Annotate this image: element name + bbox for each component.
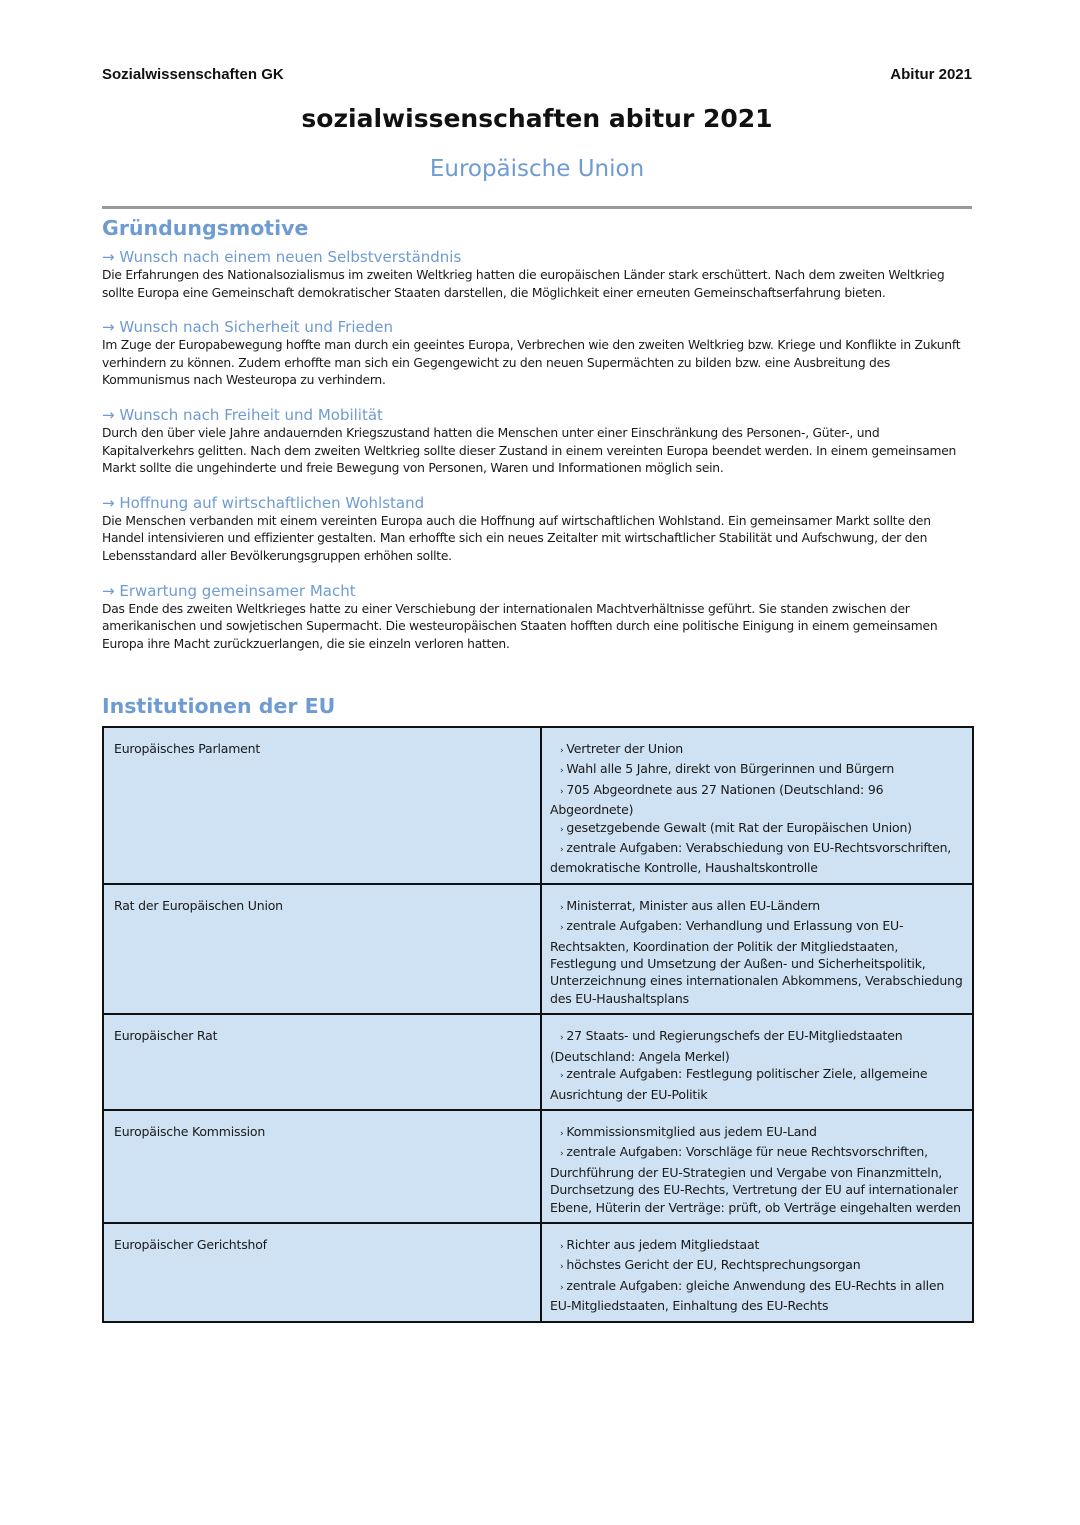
small-chevron-right-icon: › xyxy=(560,1241,564,1252)
header-course: Sozialwissenschaften GK xyxy=(102,66,284,83)
page-subtitle: Europäische Union xyxy=(429,156,645,182)
bullet-text: gesetzgebende Gewalt (mit Rat der Europäischen Union) xyxy=(566,819,912,835)
small-chevron-right-icon: › xyxy=(560,1128,564,1139)
bullet-text: Vertreter der Union xyxy=(566,741,684,756)
header-exam: Abitur 2021 xyxy=(890,66,972,83)
bullet-text: zentrale Aufgaben: Festlegung politischer Ziele, allgemeine Ausrichtung der EU-Politik xyxy=(550,1066,928,1102)
small-chevron-right-icon: › xyxy=(560,902,564,913)
motive-item xyxy=(102,406,972,478)
institution-description xyxy=(541,1110,973,1223)
small-chevron-right-icon: › xyxy=(560,1071,564,1082)
institution-description xyxy=(541,884,973,1014)
bullet-text: 705 Abgeordnete aus 27 Nationen (Deutschland: 96 Abgeordnete) xyxy=(550,781,884,818)
list-item xyxy=(550,819,964,839)
small-chevron-right-icon: › xyxy=(560,1282,564,1293)
table-row xyxy=(103,1223,973,1322)
table-row xyxy=(103,1110,973,1223)
bullet-text: zentrale Aufgaben: Verabschiedung von EU-Rechtsvorschriften, demokratische Kontrolle, Haushaltskontrolle xyxy=(550,840,952,876)
institution-name: Rat der Europäischen Union xyxy=(103,884,541,1014)
list-item xyxy=(550,760,964,780)
bullet-text: höchstes Gericht der EU, Rechtsprechungsorgan xyxy=(566,1257,861,1273)
bullet-text: Richter aus jedem Mitgliedstaat xyxy=(566,1236,760,1252)
motive-text: Durch den über viele Jahre andauernden Kriegszustand hatten die Menschen unter einer Einschränkung des Personen-, Güter-, und Kapitalverkehrs gelitten. Nach dem zweiten Weltkrieg sollte dieser Zustand in einem vereinten Europa beendet werden. In einem gemeinsamen Markt sollte die ungehinderte und freie Bewegung von Personen, Waren und Informationen möglich sein. xyxy=(102,425,957,476)
bullet-text: Kommissionsmitglied aus jedem EU-Land xyxy=(566,1123,817,1139)
bullet-text: zentrale Aufgaben: Vorschläge für neue Rechtsvorschriften, Durchführung der EU-Strategien und Vergabe von Finanzmitteln, Durchsetzung des EU-Rechts, Vertretung der EU auf internationaler Ebene, Hüterin der Verträge: prüft, ob Verträge eingehalten werden xyxy=(550,1144,961,1215)
motive-text: Die Menschen verbanden mit einem vereinten Europa auch die Hoffnung auf wirtschaftlichen Wohlstand. Ein gemeinsamer Markt sollte den Handel intensivieren und effizienter gestalten. Man erhoffte sich ein neues Zeitalter mit wirtschaftlicher Stabilität und Aufschwung, der den Lebensstandard aller Bevölkerungsgruppen erhöhen sollte. xyxy=(102,513,931,563)
motive-title: → Erwartung gemeinsamer Macht xyxy=(102,581,356,600)
institutions-heading: Institutionen der EU xyxy=(102,694,336,718)
institution-description xyxy=(541,1014,973,1110)
list-item xyxy=(550,1143,964,1216)
list-item xyxy=(550,1277,964,1315)
institution-name: Europäischer Rat xyxy=(103,1014,541,1110)
table-row xyxy=(103,884,973,1014)
title-divider xyxy=(102,206,972,209)
small-chevron-right-icon: › xyxy=(560,824,564,835)
motives-section xyxy=(102,216,972,653)
motive-item xyxy=(102,318,972,390)
motive-text: Im Zuge der Europabewegung hoffte man durch ein geeintes Europa, Verbrechen wie den zweiten Weltkrieg bzw. Kriege und Konflikte in Zukunft verhindern zu können. Zudem erhoffte man sich ein Gegengewicht zu den neuen Supermächten zu bilden bzw. eine Ausbreitung des Kommunismus nach Westeuropa zu verhindern. xyxy=(102,338,961,388)
list-item xyxy=(550,1256,964,1276)
list-item xyxy=(550,1027,964,1065)
bullet-text: Ministerrat, Minister aus allen EU-Ländern xyxy=(566,897,821,913)
motive-text: Das Ende des zweiten Weltkrieges hatte zu einer Verschiebung der internationalen Machtverhältnisse geführt. Sie standen zwischen der amerikanischen und sowjetischen Supermacht. Die westeuropäischen Staaten hofften durch eine politische Einigung in einem gemeinsamen Europa ihre Macht zurückzuerlangen, die sie einzeln verloren hatten. xyxy=(102,601,938,651)
list-item xyxy=(550,1236,964,1256)
motive-title: → Wunsch nach Sicherheit und Frieden xyxy=(102,318,393,337)
institutions-table xyxy=(102,726,974,1323)
small-chevron-right-icon: › xyxy=(560,923,564,934)
institution-description xyxy=(541,727,973,884)
small-chevron-right-icon: › xyxy=(560,1033,564,1044)
motives-heading: Gründungsmotive xyxy=(102,216,309,240)
motive-item xyxy=(102,582,972,654)
small-chevron-right-icon: › xyxy=(560,1149,564,1160)
page-title: sozialwissenschaften abitur 2021 xyxy=(301,104,773,133)
bullet-text: 27 Staats- und Regierungschefs der EU-Mitgliedstaaten (Deutschland: Angela Merkel) xyxy=(550,1028,903,1064)
small-chevron-right-icon: › xyxy=(560,786,564,797)
list-item xyxy=(550,917,964,1007)
list-item xyxy=(550,839,964,877)
institution-name: Europäisches Parlament xyxy=(103,727,541,884)
table-row xyxy=(103,727,973,884)
list-item xyxy=(550,740,964,760)
list-item xyxy=(550,1123,964,1143)
motive-item xyxy=(102,494,972,566)
running-header xyxy=(102,66,972,83)
institution-description xyxy=(541,1223,973,1322)
small-chevron-right-icon: › xyxy=(560,1262,564,1273)
bullet-text: Wahl alle 5 Jahre, direkt von Bürgerinnen und Bürgern xyxy=(566,761,895,777)
motive-title: → Hoffnung auf wirtschaftlichen Wohlstand xyxy=(102,493,425,512)
small-chevron-right-icon: › xyxy=(560,766,564,777)
small-chevron-right-icon: › xyxy=(560,746,564,756)
bullet-text: zentrale Aufgaben: Verhandlung und Erlassung von EU-Rechtsakten, Koordination der Politik der Mitgliedstaaten, Festlegung und Umsetzung der Außen- und Sicherheitspolitik, Unterzeichnung eines internationalen Abkommens, Verabschiedung des EU-Haushaltsplans xyxy=(550,918,963,1006)
bullet-text: zentrale Aufgaben: gleiche Anwendung des EU-Rechts in allen EU-Mitgliedstaaten, Einhaltung des EU-Rechts xyxy=(550,1277,945,1314)
motive-text: Die Erfahrungen des Nationalsozialismus im zweiten Weltkrieg hatten die europäischen Länder stark erschüttert. Nach dem zweiten Weltkrieg sollte Europa eine Gemeinschaft demokratischer Staaten darstellen, die Möglichkeit einer erneuten Gemeinschaftserfahrung bieten. xyxy=(102,268,945,300)
list-item xyxy=(550,781,964,819)
motive-title: → Wunsch nach Freiheit und Mobilität xyxy=(102,405,383,424)
list-item xyxy=(550,1065,964,1103)
motive-title: → Wunsch nach einem neuen Selbstverständnis xyxy=(102,248,462,266)
motive-item xyxy=(102,248,972,302)
list-item xyxy=(550,897,964,917)
small-chevron-right-icon: › xyxy=(560,845,564,856)
institution-name: Europäische Kommission xyxy=(103,1110,541,1223)
table-row xyxy=(103,1014,973,1110)
institution-name: Europäischer Gerichtshof xyxy=(103,1223,541,1322)
